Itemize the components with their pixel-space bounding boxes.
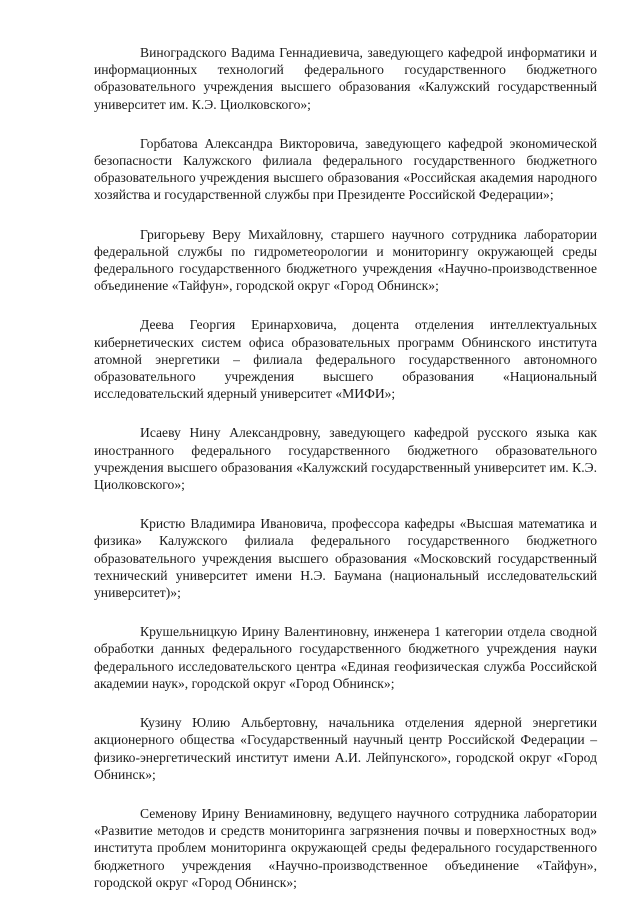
entry-semenova: Семенову Ирину Вениаминовну, ведущего научного сотрудника лаборатории «Развитие методов и средств мониторинга загрязнения почвы и поверхностных вод» института проблем мониторинга окружающей среды федерального государственного бюджетного учреждения «Научно-производственное объединение «Тайфун», городской округ «Город Обнинск»; <box>94 805 597 890</box>
entry-kristya: Кристю Владимира Ивановича, профессора кафедры «Высшая математика и физика» Калужского филиала федерального государственного бюджетного образовательного учреждения высшего образования «Московский государственный технический университет имени Н.Э. Баумана (национальный исследовательский университет)»; <box>94 516 597 601</box>
entry-gorbatov: Горбатова Александра Викторовича, заведующего кафедрой экономической безопасности Калужского филиала федерального государственного бюджетного образовательного учреждения высшего образования «Российская академия народного хозяйства и государственной службы при Президенте Российской Федерации»; <box>94 135 597 203</box>
entry-krushelnitskaya: Крушельницкую Ирину Валентиновну, инженера 1 категории отдела сводной обработки данных федерального государственного бюджетного учреждения науки федерального исследовательского центра «Единая геофизическая служба Российской академии наук», городской округ «Город Обнинск»; <box>94 624 597 691</box>
entry-isaeva: Исаеву Нину Александровну, заведующего кафедрой русского языка как иностранного федерального государственного бюджетного образовательного учреждения высшего образования «Калужский государственный университет им. К.Э. Циолковского»; <box>94 425 597 493</box>
entry-vinogradsky: Виноградского Вадима Геннадиевича, заведующего кафедрой информатики и информационных технологий федерального государственного бюджетного образовательного учреждения высшего образования «Калужский государственный университет им. К.Э. Циолковского»; <box>94 45 597 112</box>
document-body <box>94 44 597 913</box>
entry-grigorieva: Григорьеву Веру Михайловну, старшего научного сотрудника лаборатории федеральной службы по гидрометеорологии и мониторингу окружающей среды федерального государственного бюджетного учреждения «Научно-производственное объединение «Тайфун», городской округ «Город Обнинск»; <box>94 226 597 294</box>
entry-deev: Деева Георгия Еринарховича, доцента отделения интеллектуальных кибернетических систем офиса образовательных программ Обнинского института атомной энергетики – филиала федерального государственного автономного образовательного учреждения высшего образования «Национальный исследовательский ядерный университет «МИФИ»; <box>94 317 597 402</box>
entry-kuzina: Кузину Юлию Альбертовну, начальника отделения ядерной энергетики акционерного общества «Государственный научный центр Российской Федерации – физико-энергетический институт имени А.И. Лейпунского», городской округ «Город Обнинск»; <box>94 715 597 782</box>
